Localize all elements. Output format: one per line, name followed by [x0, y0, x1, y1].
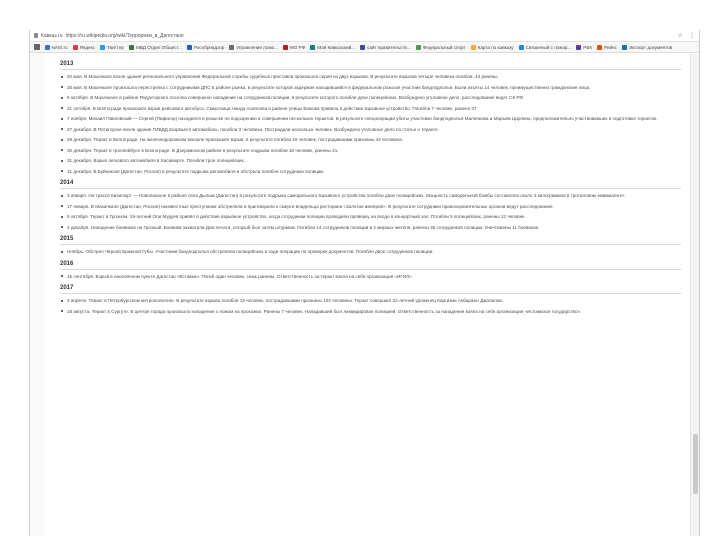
list-item: 27 декабря. В Пятигорске возле здания ГИБДД взорвался автомобиль, погибли 3 человека. Пострадали несколько человек. Возбуждено уголовное дело по статье о теракте.: [60, 125, 681, 134]
event-list: [60, 191, 681, 232]
bookmark-favicon-icon: [187, 45, 192, 50]
bookmark-item[interactable]: [128, 45, 183, 50]
url-text[interactable]: https://ru.wikipedia.org/wiki/Терроризм_в_Дагестане: [65, 32, 184, 39]
list-item: 3 января. На трассе Кизилюрт — Новолакское в районе села Дылым (Дагестан) в результате подрыва самодельного взрывного устройства погибли двое полицейских. Мощность самодельной бомбы составляла около 3 килограммов в тротиловом эквиваленте.: [60, 191, 681, 200]
list-item: 4 декабря. Нападение боевиков на Грозный. Боевики захватили Дом печати, который был затем штурмом. Погибли 14 сотрудников полиции и 2 мирных жителя, ранены 36 сотрудников полиции. Уничтожены 11 боевиков.: [60, 223, 681, 232]
list-item: 31 декабря. Взрыв легкового автомобиля в Хасавюрте. Погибли трое полицейских.: [60, 156, 681, 165]
event-list: [60, 272, 681, 281]
list-item: 20 мая. В Махачкале возле здания регионального управления Федеральной службы судебных приставов произошла серия из двух взрывов. В результате взрывов четыре человека погибли, 44 ранены.: [60, 72, 681, 81]
article-body: [60, 58, 681, 536]
bookmark-favicon-icon: [73, 45, 78, 50]
event-list: [60, 72, 681, 176]
list-item: 15 сентября. Взрыв в населённом пункте Дагестан «Вставки». Погиб один человек, семь ранены. Ответственность за теракт взяла на себя организация «ИГИЛ».: [60, 272, 681, 281]
bookmark-item[interactable]: [359, 45, 412, 50]
event-list: [60, 247, 681, 256]
section-heading-year: 2017: [60, 282, 681, 294]
bookmark-favicon-icon: [576, 45, 581, 50]
bookmark-label: Экспорт документов: [628, 44, 673, 50]
bookmark-favicon-icon: [45, 45, 50, 50]
bookmark-favicon-icon: [416, 45, 421, 50]
bookmark-item[interactable]: [575, 45, 593, 50]
list-item: 5 октября. Теракт в Грозном. 19-летний Опи Мудуев привёл в действие взрывное устройство, когда сотрудники полиции проводили проверку на входе в концертный зал. Погибли 5 полицейских, ранены 12 человек.: [60, 212, 681, 221]
list-item: 25 мая. В Махачкале произошла перестрелка с сотрудниками ДПС в районе рынка, в результате которой задержан находившийся в федеральном розыске участник бандподполья. Были изъяты 14 человек, преимущественно гражданские лица.: [60, 83, 681, 92]
bookmark-item[interactable]: [518, 45, 573, 50]
bookmark-label: Яндекс: [79, 44, 96, 50]
bookmark-favicon-icon: [471, 45, 476, 50]
bookmark-item[interactable]: [72, 45, 96, 50]
bookmark-item[interactable]: [44, 45, 69, 50]
list-item: 18 августа. Теракт в Сургуте. В центре города произошло нападение с ножом на прохожих. Ранены 7 человек. Нападавший был ликвидирован полицией. Ответственность за нападение взяла на себя организация «Исламское государство».: [60, 307, 681, 316]
bookmark-label: РБК: [583, 44, 593, 50]
lock-icon: [34, 33, 38, 38]
list-item: 17 января. В Махачкале (Дагестан, Россия) неизвестные преступники обстреляли и приговорили к смерти владельца ресторана «Золотая империя». В результате сотрудники правоохранительных органов ведут расследование.: [60, 202, 681, 211]
bookmark-label: Мой Кавказский...: [317, 44, 356, 50]
section-heading-year: 2014: [60, 177, 681, 189]
bookmark-item[interactable]: [99, 45, 125, 50]
bookmark-favicon-icon: [100, 45, 105, 50]
scrollbar-thumb[interactable]: [693, 434, 698, 494]
list-item: 3 апреля. Теракт в Петербургском метрополитене. В результате взрыва погибли 16 человек, пострадавшими признаны 103 человека. Теракт совершил 22-летний уроженец Киргизии Акбаржон Джалилов.: [60, 296, 681, 305]
bookmark-label: Связанный с пожар...: [525, 44, 572, 50]
bookmark-favicon-icon: [597, 45, 602, 50]
bookmark-label: Рособрнадзор: [193, 44, 225, 50]
bookmark-item[interactable]: [621, 45, 673, 50]
bookmark-favicon-icon: [283, 45, 288, 50]
apps-icon[interactable]: [33, 44, 41, 50]
bookmark-item[interactable]: [228, 45, 279, 50]
bookmarks-bar: [30, 42, 699, 53]
bookmark-label: Рейнс: [604, 44, 617, 50]
bookmark-label: МО РФ: [290, 44, 306, 50]
section-heading-year: 2015: [60, 233, 681, 245]
address-bar[interactable]: [30, 30, 699, 42]
bookmark-favicon-icon: [519, 45, 524, 50]
section-heading-year: 2016: [60, 258, 681, 270]
bookmark-item[interactable]: [596, 45, 618, 50]
browser-window: [29, 30, 700, 536]
vertical-scrollbar[interactable]: [690, 54, 699, 536]
bookmark-label: Федеральный спорт: [422, 44, 466, 50]
bookmark-label: МВД Отдел Общест...: [135, 44, 182, 50]
bookmark-label: NAIS.ru: [51, 44, 68, 50]
bookmark-label: Карта по кавказу: [477, 44, 514, 50]
section-heading-year: 2013: [60, 58, 681, 70]
bookmark-favicon-icon: [622, 45, 627, 50]
menu-icon[interactable]: ⋮: [689, 33, 695, 39]
bookmark-item[interactable]: [282, 45, 306, 50]
bookmark-label: сайт правительств...: [367, 44, 411, 50]
bookmark-favicon-icon: [360, 45, 365, 50]
list-item: 30 декабря. Теракт в троллейбусе в Волгограде. В Дзержинском районе в результате подрыва погибли 16 человек, ранены 41.: [60, 146, 681, 155]
event-list: [60, 296, 681, 316]
list-item: 31 декабря. В Буйнакске (Дагестан, Россия) в результате подрыва автомобиля и обстрела погибли сотрудники полиции.: [60, 167, 681, 176]
bookmark-favicon-icon: [310, 45, 315, 50]
list-item: Ноябрь. Обстрел Чёрной Бражной Губы. Участники бандподполья обстреляли полицейских в ходе операции по проверке документов. Погибли двое сотрудников полиции.: [60, 247, 681, 256]
address-bar-actions: [678, 32, 695, 39]
bookmark-label: Управление ломо...: [236, 44, 278, 50]
bookmark-label: Твиттер: [107, 44, 124, 50]
left-gutter: [30, 54, 44, 536]
bookmark-favicon-icon: [129, 45, 134, 50]
bookmark-item[interactable]: [309, 45, 356, 50]
list-item: 21 октября. В Волгограде произошёл взрыв рейсового автобуса. Смертница Наида Асиялова в районе улицы Бажова привела в действие взрывное устройство. Погибли 7 человек, ранено 37.: [60, 104, 681, 113]
bookmark-item[interactable]: [415, 45, 467, 50]
bookmark-item[interactable]: [186, 45, 225, 50]
list-item: 5 октября. В Махачкале в районе Редукторного поселка совершено нападение на сотрудников полиции, в результате которого погибли двое полицейских. Возбуждено уголовное дело, расследование ведет СК РФ.: [60, 93, 681, 102]
tab-title: Кавказ.ru: [41, 32, 63, 39]
bookmark-item[interactable]: [470, 45, 515, 50]
page-content: [30, 54, 699, 536]
list-item: 29 декабря. Теракт в Волгограде. На железнодорожном вокзале произошёл взрыв, в результате погибли 18 человек, пострадавшими признаны 44 человека.: [60, 135, 681, 144]
bookmark-favicon-icon: [229, 45, 234, 50]
bookmark-star-icon[interactable]: ☆: [677, 33, 683, 39]
list-item: 7 ноября. Михаил Павловский — Сергей (Пифагор) находился в розыске по подозрению в совершении нескольких терактов. В результате спецоперации убиты участники бандподполья Маленкова и Марьям Цирлина, предположительно участвовавших в подготовке терактов.: [60, 114, 681, 123]
